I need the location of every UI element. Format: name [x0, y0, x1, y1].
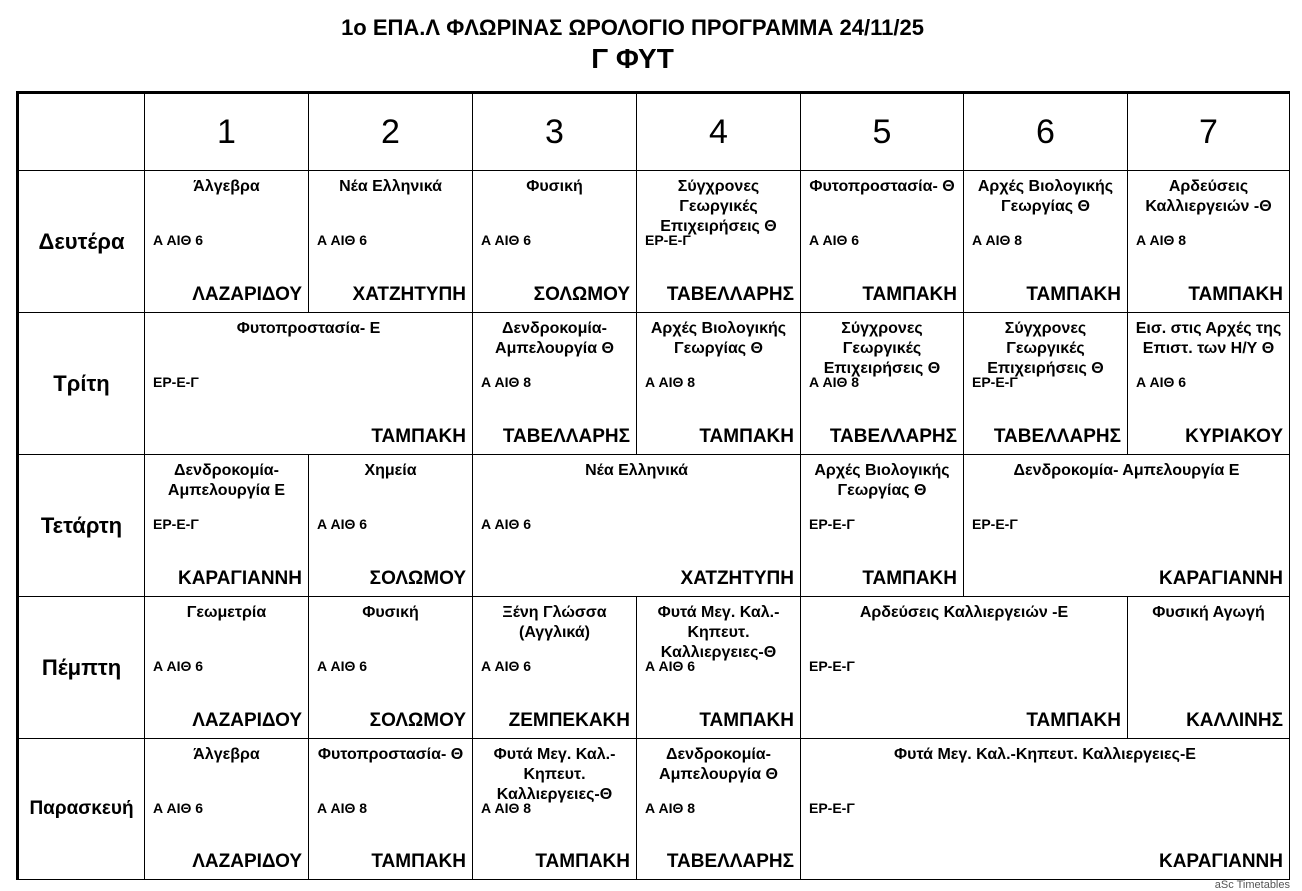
lesson-room: Α ΑΙΘ 6 — [317, 232, 368, 248]
lesson-room: ΕΡ-Ε-Γ — [809, 658, 855, 674]
lesson-teacher: ΤΑΒΕΛΛΑΡΗΣ — [666, 851, 794, 872]
lesson-room: ΕΡ-Ε-Γ — [153, 374, 199, 390]
lesson-subject: Νέα Ελληνικά — [585, 462, 688, 479]
lesson-room: ΕΡ-Ε-Γ — [645, 232, 691, 248]
lesson-teacher: ΚΑΡΑΓΙΑΝΝΗ — [1158, 851, 1283, 872]
lesson-cell[interactable] — [964, 455, 1290, 597]
lesson-cell[interactable] — [145, 313, 473, 455]
lesson-subject: Αρδεύσεις Καλλιεργειών -Ε — [859, 604, 1069, 621]
lesson-teacher: ΖΕΜΠΕΚΑΚΗ — [508, 710, 630, 731]
lesson-subject: Φυτά Μεγ. Καλ.-Κηπευτ. Καλλιεργειες-Ε — [894, 746, 1196, 763]
lesson-teacher: ΤΑΒΕΛΛΑΡΗΣ — [993, 426, 1121, 447]
lesson-room: ΕΡ-Ε-Γ — [153, 516, 199, 532]
lesson-teacher: ΚΥΡΙΑΚΟΥ — [1185, 426, 1283, 447]
lesson-subject: Δενδροκομία- Αμπελουργία Θ — [495, 320, 614, 357]
lesson-room: Α ΑΙΘ 6 — [317, 516, 368, 532]
lesson-cell[interactable] — [801, 313, 964, 455]
period-header-6: 6 — [964, 94, 1128, 171]
lesson-subject: Άλγεβρα — [193, 178, 260, 195]
lesson-teacher: ΛΑΖΑΡΙΔΟΥ — [192, 851, 302, 872]
lesson-teacher: ΧΑΤΖΗΤΥΠΗ — [352, 284, 466, 305]
day-label: Τρίτη — [19, 313, 145, 455]
lesson-cell[interactable] — [637, 171, 801, 313]
lesson-teacher: ΤΑΜΠΑΚΗ — [535, 851, 630, 872]
lesson-subject: Δενδροκομία- Αμπελουργία Ε — [167, 462, 286, 499]
class-name: Γ ΦΥΤ — [591, 43, 674, 74]
lesson-cell[interactable] — [309, 739, 473, 880]
lesson-subject: Χημεία — [364, 462, 417, 479]
lesson-room: Α ΑΙΘ 8 — [481, 800, 532, 816]
lesson-teacher: ΤΑΒΕΛΛΑΡΗΣ — [829, 426, 957, 447]
lesson-subject: Δενδροκομία- Αμπελουργία Θ — [659, 746, 778, 783]
lesson-room: Α ΑΙΘ 8 — [809, 374, 860, 390]
lesson-cell[interactable] — [964, 313, 1128, 455]
period-header-5: 5 — [801, 94, 964, 171]
lesson-room: ΕΡ-Ε-Γ — [972, 374, 1018, 390]
lesson-cell[interactable] — [637, 597, 801, 739]
lesson-teacher: ΣΟΛΩΜΟΥ — [369, 710, 466, 731]
lesson-teacher: ΚΑΡΑΓΙΑΝΝΗ — [177, 568, 302, 589]
lesson-cell[interactable] — [145, 739, 309, 880]
lesson-cell[interactable] — [473, 171, 637, 313]
lesson-room: Α ΑΙΘ 6 — [809, 232, 860, 248]
lesson-teacher: ΤΑΜΠΑΚΗ — [862, 284, 957, 305]
timetable-grid — [16, 91, 1290, 880]
day-label: Δευτέρα — [19, 171, 145, 313]
period-header-1: 1 — [145, 94, 309, 171]
lesson-room: Α ΑΙΘ 6 — [481, 658, 532, 674]
lesson-room: ΕΡ-Ε-Γ — [809, 800, 855, 816]
lesson-teacher: ΛΑΖΑΡΙΔΟΥ — [192, 710, 302, 731]
lesson-teacher: ΤΑΒΕΛΛΑΡΗΣ — [666, 284, 794, 305]
lesson-teacher: ΤΑΜΠΑΚΗ — [699, 710, 794, 731]
lesson-subject: Φυτοπροστασία- Θ — [317, 746, 464, 763]
lesson-cell[interactable] — [145, 455, 309, 597]
lesson-room: Α ΑΙΘ 8 — [317, 800, 368, 816]
lesson-subject: Αρχές Βιολογικής Γεωργίας Θ — [650, 320, 787, 357]
page-title: 1ο ΕΠΑ.Λ ΦΛΩΡΙΝΑΣ ΩΡΟΛΟΓΙΟ ΠΡΟΓΡΑΜΜΑ 24/11/25 — [341, 15, 924, 40]
lesson-cell[interactable] — [473, 597, 637, 739]
lesson-cell[interactable] — [309, 171, 473, 313]
lesson-subject: Γεωμετρία — [186, 604, 267, 621]
lesson-cell[interactable] — [637, 313, 801, 455]
lesson-subject: Φυσική — [362, 604, 419, 621]
lesson-cell[interactable] — [145, 171, 309, 313]
lesson-subject: Νέα Ελληνικά — [339, 178, 442, 195]
lesson-subject: Αρδεύσεις Καλλιεργειών -Θ — [1145, 178, 1272, 215]
lesson-room: Α ΑΙΘ 6 — [153, 232, 204, 248]
lesson-room: Α ΑΙΘ 6 — [645, 658, 696, 674]
lesson-cell[interactable] — [1128, 313, 1290, 455]
lesson-subject: Αρχές Βιολογικής Γεωργίας Θ — [814, 462, 950, 499]
lesson-room: Α ΑΙΘ 6 — [481, 232, 532, 248]
period-header-7: 7 — [1128, 94, 1290, 171]
lesson-room: Α ΑΙΘ 8 — [972, 232, 1023, 248]
lesson-teacher: ΤΑΜΠΑΚΗ — [1188, 284, 1283, 305]
lesson-subject: Δενδροκομία- Αμπελουργία Ε — [1013, 462, 1240, 479]
day-label: Παρασκευή — [19, 739, 145, 880]
lesson-room: ΕΡ-Ε-Γ — [972, 516, 1018, 532]
lesson-subject: Άλγεβρα — [193, 746, 260, 763]
lesson-cell[interactable] — [473, 455, 801, 597]
lesson-subject: Σύγχρονες Γεωργικές Επιχειρήσεις Θ — [987, 320, 1104, 377]
lesson-subject: Ξένη Γλώσσα (Αγγλικά) — [502, 604, 607, 641]
period-header-4: 4 — [637, 94, 801, 171]
lesson-cell[interactable] — [1128, 597, 1290, 739]
lesson-cell[interactable] — [801, 739, 1290, 880]
period-header-2: 2 — [309, 94, 473, 171]
lesson-cell[interactable] — [964, 171, 1128, 313]
lesson-teacher: ΤΑΜΠΑΚΗ — [1026, 284, 1121, 305]
lesson-cell[interactable] — [473, 739, 637, 880]
day-label: Τετάρτη — [19, 455, 145, 597]
lesson-room: Α ΑΙΘ 8 — [481, 374, 532, 390]
lesson-teacher: ΤΑΜΠΑΚΗ — [371, 851, 466, 872]
lesson-teacher: ΤΑΜΠΑΚΗ — [862, 568, 957, 589]
lesson-cell[interactable] — [1128, 171, 1290, 313]
lesson-subject: Φυτοπροστασία- Ε — [236, 320, 381, 337]
lesson-teacher: ΤΑΜΠΑΚΗ — [371, 426, 466, 447]
lesson-room: Α ΑΙΘ 6 — [1136, 374, 1187, 390]
lesson-subject: Αρχές Βιολογικής Γεωργίας Θ — [977, 178, 1114, 215]
lesson-cell[interactable] — [473, 313, 637, 455]
lesson-room: Α ΑΙΘ 6 — [481, 516, 532, 532]
lesson-teacher: ΛΑΖΑΡΙΔΟΥ — [192, 284, 302, 305]
lesson-room: Α ΑΙΘ 6 — [153, 800, 204, 816]
lesson-cell[interactable] — [309, 455, 473, 597]
lesson-room: Α ΑΙΘ 8 — [1136, 232, 1187, 248]
lesson-teacher: ΤΑΜΠΑΚΗ — [699, 426, 794, 447]
lesson-teacher: ΚΑΛΛΙΝΗΣ — [1186, 710, 1283, 731]
lesson-teacher: ΤΑΜΠΑΚΗ — [1026, 710, 1121, 731]
lesson-teacher: ΣΟΛΩΜΟΥ — [369, 568, 466, 589]
lesson-cell[interactable] — [801, 171, 964, 313]
lesson-room: ΕΡ-Ε-Γ — [809, 516, 855, 532]
lesson-cell[interactable] — [309, 597, 473, 739]
period-header-3: 3 — [473, 94, 637, 171]
lesson-subject: Εισ. στις Αρχές της Επιστ. των Η/Υ Θ — [1135, 320, 1282, 357]
lesson-cell[interactable] — [145, 597, 309, 739]
lesson-subject: Φυσική — [526, 178, 583, 195]
lesson-subject: Σύγχρονες Γεωργικές Επιχειρήσεις Θ — [823, 320, 941, 377]
lesson-subject: Φυτά Μεγ. Καλ.-Κηπευτ. Καλλιεργειες-Θ — [657, 604, 780, 661]
lesson-room: Α ΑΙΘ 8 — [645, 374, 696, 390]
lesson-subject: Φυτοπροστασία- Θ — [809, 178, 955, 195]
lesson-cell[interactable] — [801, 455, 964, 597]
lesson-room: Α ΑΙΘ 6 — [317, 658, 368, 674]
lesson-cell[interactable] — [637, 739, 801, 880]
lesson-room: Α ΑΙΘ 6 — [153, 658, 204, 674]
lesson-room: Α ΑΙΘ 8 — [645, 800, 696, 816]
lesson-teacher: ΚΑΡΑΓΙΑΝΝΗ — [1158, 568, 1283, 589]
lesson-subject: Σύγχρονες Γεωργικές Επιχειρήσεις Θ — [660, 178, 777, 235]
lesson-teacher: ΣΟΛΩΜΟΥ — [533, 284, 630, 305]
lesson-subject: Φυσική Αγωγή — [1152, 604, 1265, 621]
corner-cell — [19, 94, 145, 171]
day-label: Πέμπτη — [19, 597, 145, 739]
lesson-teacher: ΤΑΒΕΛΛΑΡΗΣ — [502, 426, 630, 447]
lesson-teacher: ΧΑΤΖΗΤΥΠΗ — [680, 568, 794, 589]
lesson-subject: Φυτά Μεγ. Καλ.-Κηπευτ. Καλλιεργειες-Θ — [493, 746, 616, 803]
lesson-cell[interactable] — [801, 597, 1128, 739]
footer-credit: aSc Timetables — [1214, 879, 1290, 891]
